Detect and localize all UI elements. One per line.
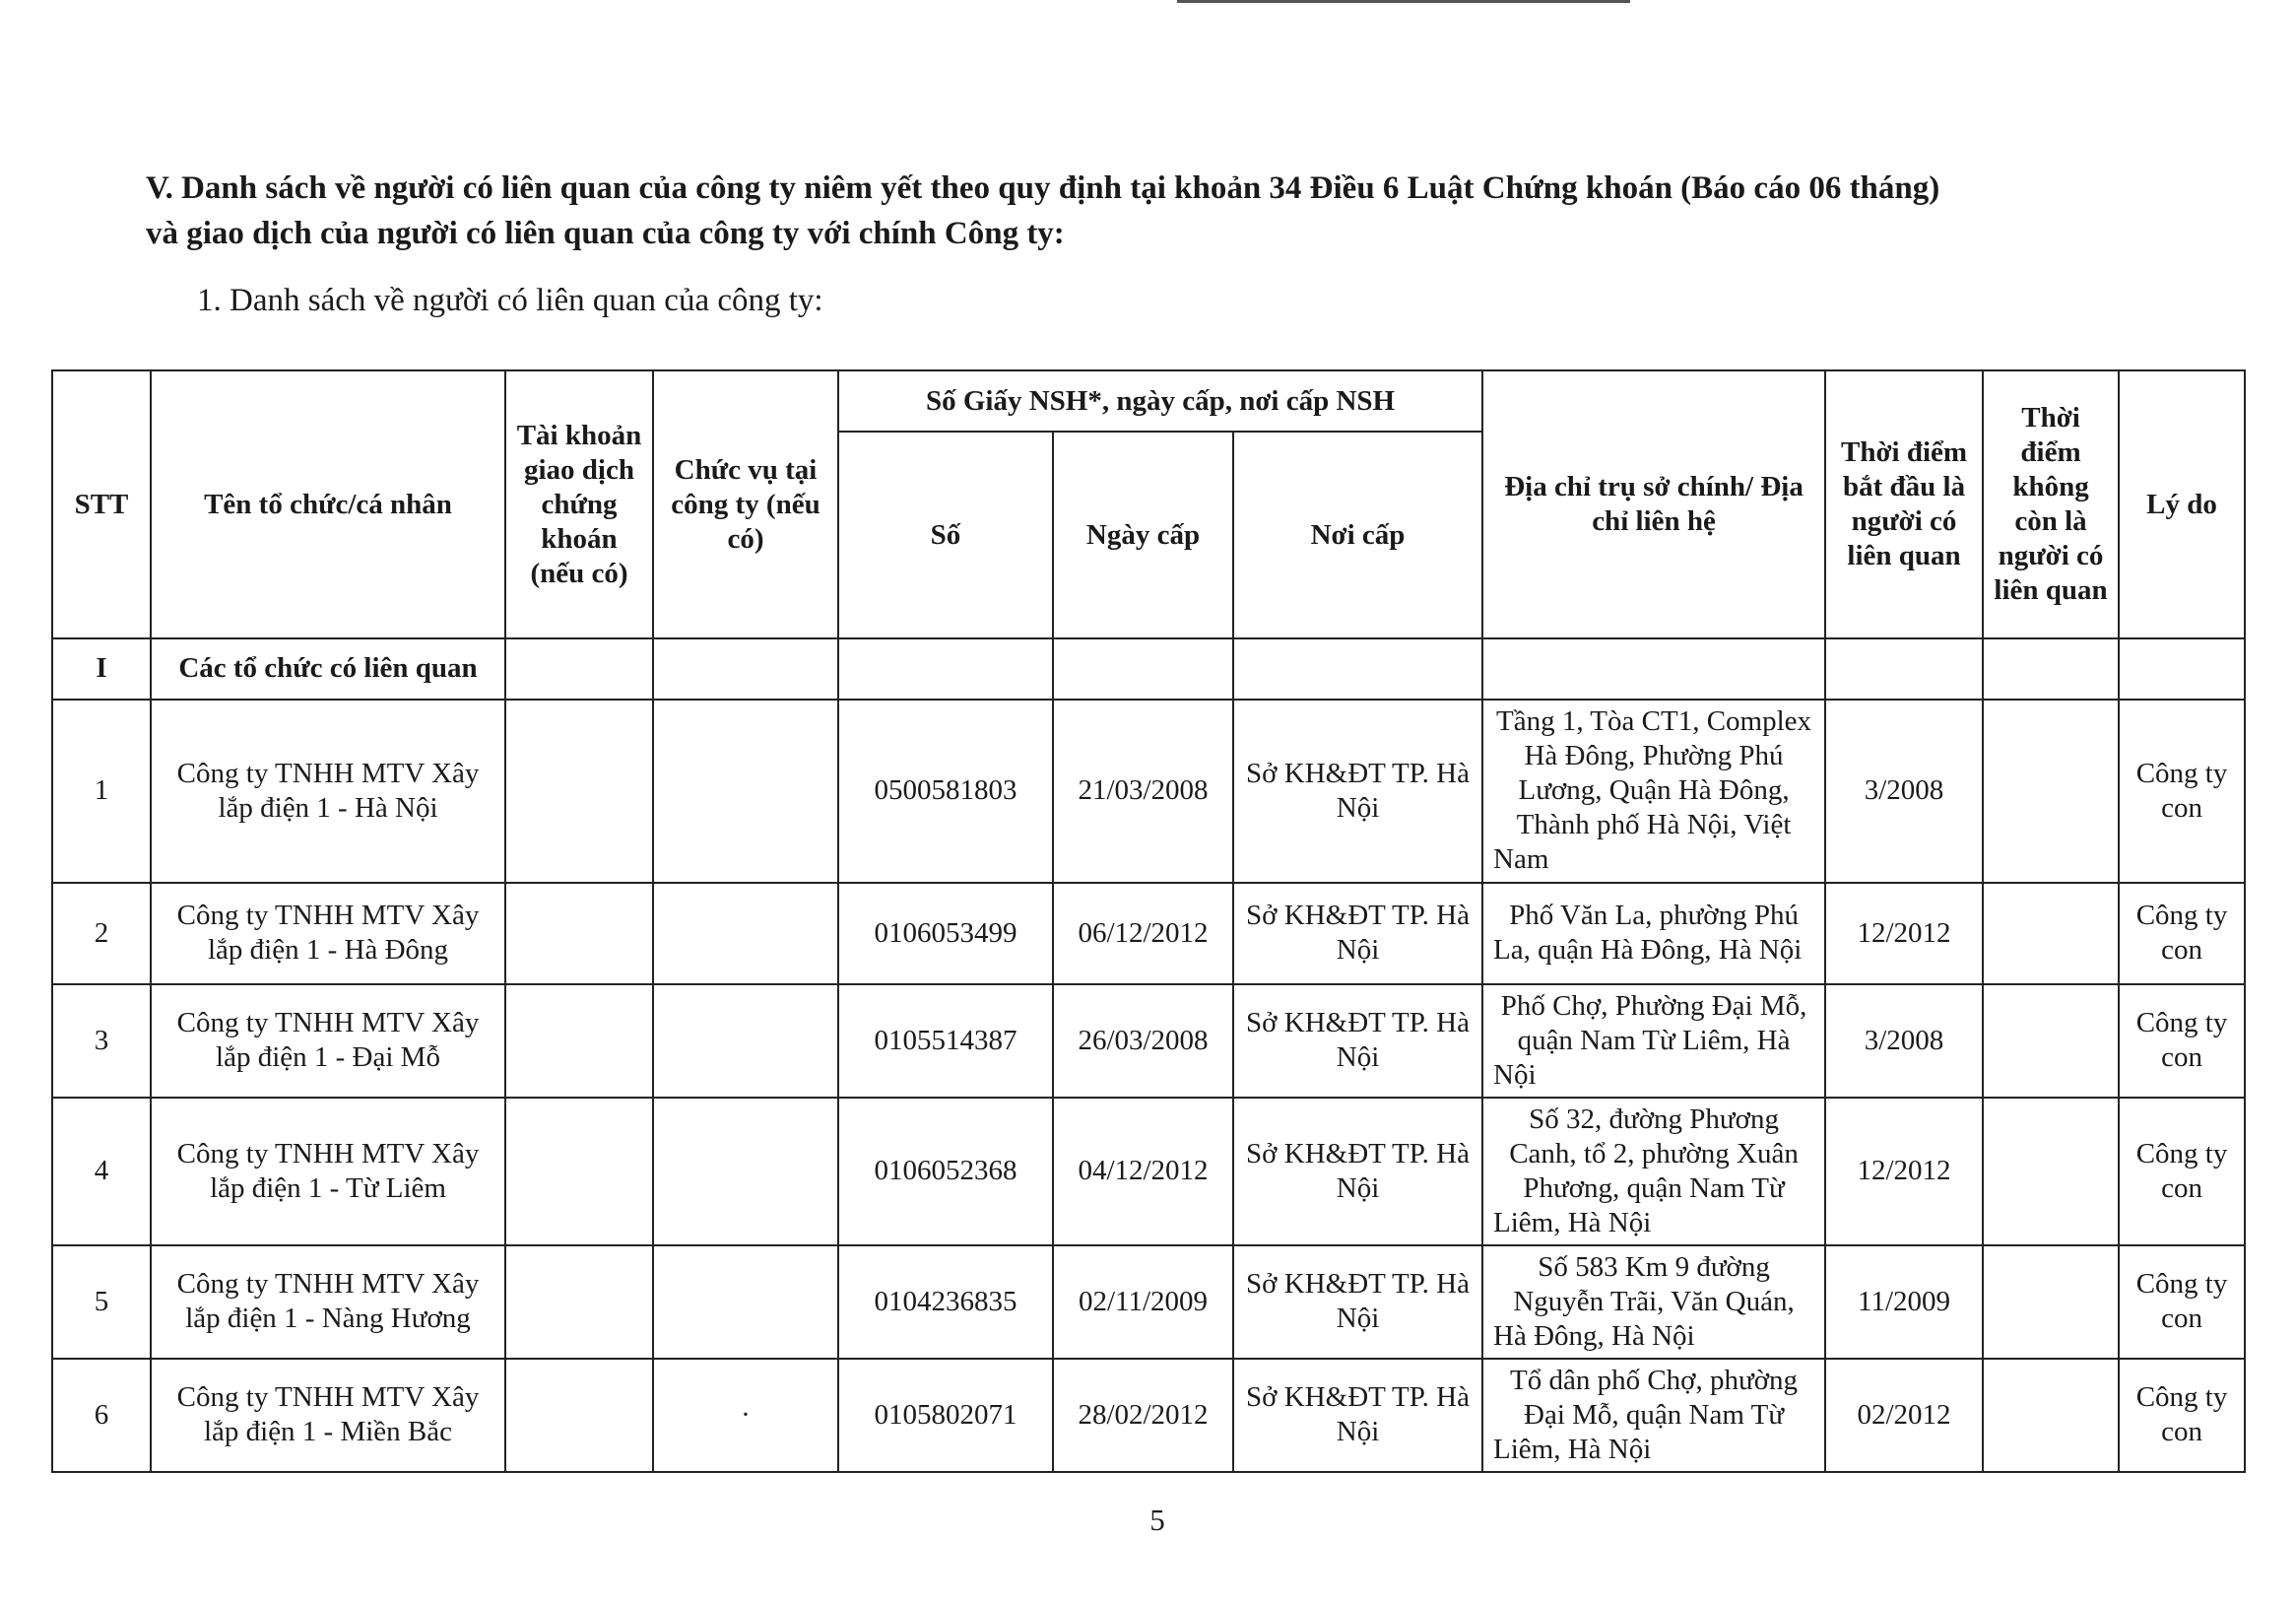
cell-address: Số 583 Km 9 đường Nguyễn Trãi, Văn Quán, Hà Đông, Hà Nội — [1482, 1245, 1825, 1359]
cell-reason: Công ty con — [2119, 1359, 2245, 1472]
header-start-time: Thời điểm bắt đầu là người có liên quan — [1825, 370, 1983, 638]
header-nsh-group: Số Giấy NSH*, ngày cấp, nơi cấp NSH — [838, 370, 1482, 432]
cell-number: 0105514387 — [838, 984, 1053, 1098]
subsection-heading: 1. Danh sách về người có liên quan của công ty: — [197, 283, 823, 318]
cell-reason: Công ty con — [2119, 1098, 2245, 1245]
section-heading — [146, 166, 2214, 256]
header-end-time: Thời điểm không còn là người có liên quan — [1983, 370, 2119, 638]
cell-name: Công ty TNHH MTV Xây lắp điện 1 - Đại Mỗ — [151, 984, 505, 1098]
group-roman-numeral: I — [52, 638, 151, 700]
cell-address: Số 32, đường Phương Canh, tổ 2, phường Xuân Phương, quận Nam Từ Liêm, Hà Nội — [1482, 1098, 1825, 1245]
group-row — [52, 638, 2245, 700]
cell-position: · — [653, 1359, 838, 1472]
cell-start-time: 3/2008 — [1825, 984, 1983, 1098]
section-heading-line-1: V. Danh sách về người có liên quan của công ty niêm yết theo quy định tại khoản 34 Điều 6 Luật Chứng khoán (Báo cáo 06 tháng) — [146, 170, 1940, 206]
cell-issue-place: Sở KH&ĐT TP. Hà Nội — [1233, 700, 1482, 883]
header-issue-place: Nơi cấp — [1233, 432, 1482, 638]
cell-name: Công ty TNHH MTV Xây lắp điện 1 - Nàng Hương — [151, 1245, 505, 1359]
cell-start-time: 02/2012 — [1825, 1359, 1983, 1472]
table-row — [52, 984, 2245, 1098]
cell-end-time — [1983, 1098, 2119, 1245]
cell-address: Phố Chợ, Phường Đại Mỗ, quận Nam Từ Liêm, Hà Nội — [1482, 984, 1825, 1098]
cell-number: 0104236835 — [838, 1245, 1053, 1359]
cell-account — [505, 883, 653, 984]
cell-account — [505, 1359, 653, 1472]
page-number: 5 — [1149, 1503, 1165, 1537]
cell-stt: 5 — [52, 1245, 151, 1359]
header-issue-date: Ngày cấp — [1053, 432, 1233, 638]
cell-account — [505, 984, 653, 1098]
cell-start-time: 12/2012 — [1825, 883, 1983, 984]
cell-issue-date: 26/03/2008 — [1053, 984, 1233, 1098]
cell-issue-place: Sở KH&ĐT TP. Hà Nội — [1233, 883, 1482, 984]
cell-address: Phố Văn La, phường Phú La, quận Hà Đông, Hà Nội — [1482, 883, 1825, 984]
group-label: Các tổ chức có liên quan — [151, 638, 505, 700]
cell-account — [505, 700, 653, 883]
cell-position — [653, 984, 838, 1098]
cell-stt: 3 — [52, 984, 151, 1098]
header-address: Địa chỉ trụ sở chính/ Địa chỉ liên hệ — [1482, 370, 1825, 638]
cell-account — [505, 1245, 653, 1359]
cell-end-time — [1983, 700, 2119, 883]
cell-start-time: 3/2008 — [1825, 700, 1983, 883]
cell-number: 0106053499 — [838, 883, 1053, 984]
table-row — [52, 1245, 2245, 1359]
cell-start-time: 11/2009 — [1825, 1245, 1983, 1359]
cell-address: Tầng 1, Tòa CT1, Complex Hà Đông, Phường Phú Lương, Quận Hà Đông, Thành phố Hà Nội, Việt Nam — [1482, 700, 1825, 883]
cell-number: 0105802071 — [838, 1359, 1053, 1472]
cell-position — [653, 1245, 838, 1359]
cell-issue-place: Sở KH&ĐT TP. Hà Nội — [1233, 1245, 1482, 1359]
cell-issue-date: 02/11/2009 — [1053, 1245, 1233, 1359]
cell-end-time — [1983, 1359, 2119, 1472]
header-name: Tên tổ chức/cá nhân — [151, 370, 505, 638]
cell-position — [653, 883, 838, 984]
cell-stt: 4 — [52, 1098, 151, 1245]
cell-stt: 6 — [52, 1359, 151, 1472]
cell-issue-date: 21/03/2008 — [1053, 700, 1233, 883]
header-number: Số — [838, 432, 1053, 638]
header-reason: Lý do — [2119, 370, 2245, 638]
cell-end-time — [1983, 1245, 2119, 1359]
cell-number: 0500581803 — [838, 700, 1053, 883]
cell-name: Công ty TNHH MTV Xây lắp điện 1 - Miền Bắc — [151, 1359, 505, 1472]
cell-issue-place: Sở KH&ĐT TP. Hà Nội — [1233, 1359, 1482, 1472]
cell-end-time — [1983, 883, 2119, 984]
cell-position — [653, 700, 838, 883]
cell-reason: Công ty con — [2119, 984, 2245, 1098]
header-account: Tài khoản giao dịch chứng khoán (nếu có) — [505, 370, 653, 638]
top-edge-line — [1177, 0, 1630, 3]
table-row — [52, 700, 2245, 883]
header-position: Chức vụ tại công ty (nếu có) — [653, 370, 838, 638]
cell-reason: Công ty con — [2119, 700, 2245, 883]
related-persons-table — [51, 369, 2246, 1473]
cell-reason: Công ty con — [2119, 1245, 2245, 1359]
cell-issue-date: 06/12/2012 — [1053, 883, 1233, 984]
cell-name: Công ty TNHH MTV Xây lắp điện 1 - Từ Liêm — [151, 1098, 505, 1245]
table-row — [52, 883, 2245, 984]
cell-name: Công ty TNHH MTV Xây lắp điện 1 - Hà Đông — [151, 883, 505, 984]
header-stt: STT — [52, 370, 151, 638]
cell-number: 0106052368 — [838, 1098, 1053, 1245]
cell-name: Công ty TNHH MTV Xây lắp điện 1 - Hà Nội — [151, 700, 505, 883]
cell-issue-place: Sở KH&ĐT TP. Hà Nội — [1233, 984, 1482, 1098]
cell-position — [653, 1098, 838, 1245]
cell-issue-place: Sở KH&ĐT TP. Hà Nội — [1233, 1098, 1482, 1245]
cell-account — [505, 1098, 653, 1245]
cell-issue-date: 04/12/2012 — [1053, 1098, 1233, 1245]
cell-address: Tổ dân phố Chợ, phường Đại Mỗ, quận Nam Từ Liêm, Hà Nội — [1482, 1359, 1825, 1472]
cell-end-time — [1983, 984, 2119, 1098]
cell-issue-date: 28/02/2012 — [1053, 1359, 1233, 1472]
cell-start-time: 12/2012 — [1825, 1098, 1983, 1245]
section-heading-line-2: và giao dịch của người có liên quan của công ty với chính Công ty: — [146, 216, 1065, 251]
table-row — [52, 1098, 2245, 1245]
table-row — [52, 1359, 2245, 1472]
cell-reason: Công ty con — [2119, 883, 2245, 984]
cell-stt: 2 — [52, 883, 151, 984]
cell-stt: 1 — [52, 700, 151, 883]
